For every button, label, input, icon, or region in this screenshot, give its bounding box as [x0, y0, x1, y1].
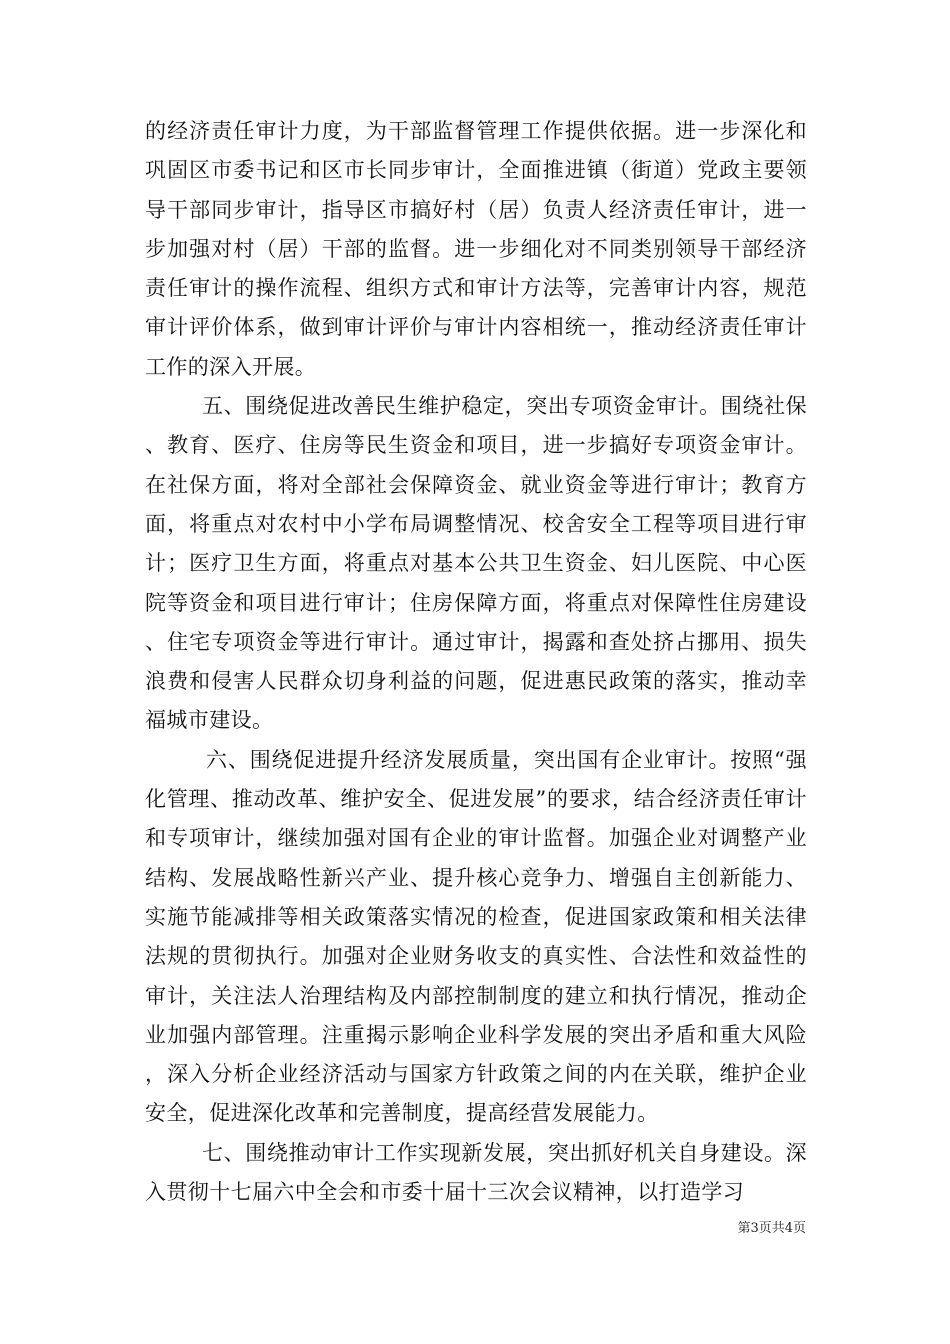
paragraph-section-six: 六、围绕促进提升经济发展质量，突出国有企业审计。按照“强化管理、推动改革、维护安全、促进发展”的要求，结合经济责任审计和专项审计，继续加强对国有企业的审计监督。加强企业对调整产业结构、发展战略性新兴产业、提升核心竞争力、增强自主创新能力、实施节能减排等相关政策落实情况的检查，促进国家政策和相关法律法规的贯彻执行。加强对企业财务收支的真实性、合法性和效益性的审计，关注法人治理结构及内部控制制度的建立和执行情况，推动企业加强内部管理。注重揭示影响企业科学发展的突出矛盾和重大风险，深入分析企业经济活动与国家方针政策之间的内在关联，维护企业安全，促进深化改革和完善制度，提高经营发展能力。 [145, 747, 807, 1126]
body-text [145, 112, 807, 1212]
paragraph-section-five: 五、围绕促进改善民生维护稳定，突出专项资金审计。围绕社保、教育、医疗、住房等民生资金和项目，进一步搞好专项资金审计。在社保方面，将对全部社会保障资金、就业资金等进行审计；教育方面，将重点对农村中小学布局调整情况、校舍安全工程等项目进行审计；医疗卫生方面，将重点对基本公共卫生资金、妇儿医院、中心医院等资金和项目进行审计；住房保障方面，将重点对保障性住房建设、住宅专项资金等进行审计。通过审计，揭露和查处挤占挪用、损失浪费和侵害人民群众切身利益的问题，促进惠民政策的落实，推动幸福城市建设。 [145, 394, 807, 733]
page-number-footer: 第3页共4页 [737, 1221, 806, 1236]
paragraph-continuation: 的经济责任审计力度，为干部监督管理工作提供依据。进一步深化和巩固区市委书记和区市长同步审计，全面推进镇（街道）党政主要领导干部同步审计，指导区市搞好村（居）负责人经济责任审计，进一步加强对村（居）干部的监督。进一步细化对不同类别领导干部经济责任审计的操作流程、组织方式和审计方法等，完善审计内容，规范审计评价体系，做到审计评价与审计内容相统一，推动经济责任审计工作的深入开展。 [145, 119, 807, 379]
paragraph-section-seven: 七、围绕推动审计工作实现新发展，突出抓好机关自身建设。深入贯彻十七届六中全会和市委十届十三次会议精神，以打造学习 [145, 1140, 807, 1205]
